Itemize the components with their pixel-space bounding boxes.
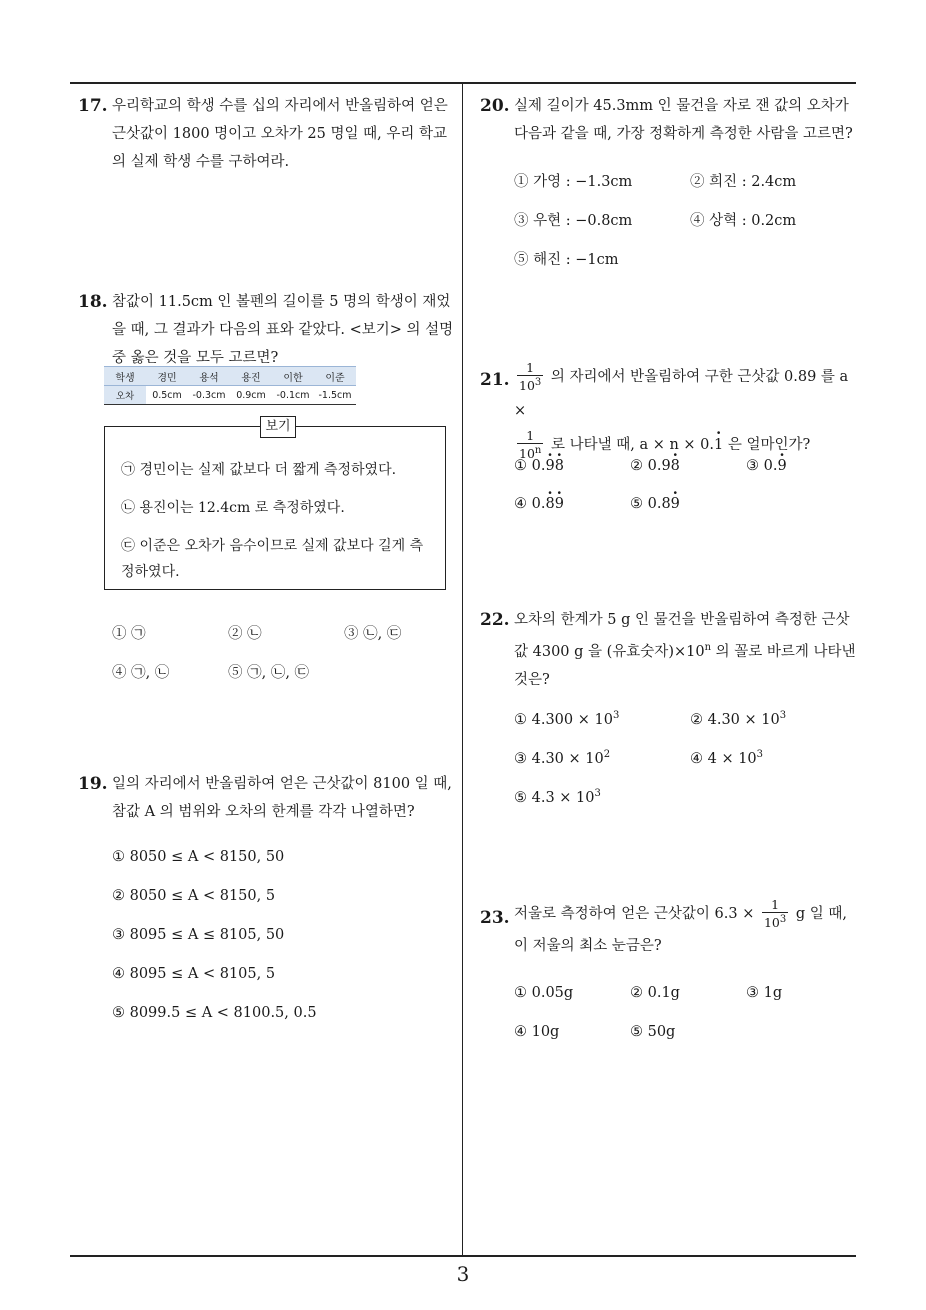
table-cell: 오차 [104,386,146,405]
answer-option[interactable]: ① ㉠ [112,626,146,642]
table-cell: -0.3cm [188,386,230,405]
answer-option[interactable]: ③ 0.· 9 [746,458,787,474]
question-text: 실제 길이가 45.3mm 인 물건을 자로 잰 값의 오차가 다음과 같을 때, 가장 정확하게 측정한 사람을 고르면? [514,98,853,142]
question-number: 17. [78,96,108,116]
table-cell: 0.5cm [146,386,188,405]
question-21 [480,360,860,462]
question-text: 저울로 측정하여 얻은 근삿값이 6.3 × $\frac{1}{10^3}$ g 일 때, 이 저울의 최소 눈금은? [514,897,847,955]
bogi-item: ㉢ 이준은 오차가 음수이므로 실제 값보다 길게 측정하였다. [121,538,424,580]
answer-option[interactable]: ① 가영 : −1.3cm [514,174,633,190]
question-number: 21. [480,370,510,390]
table-cell: -0.1cm [272,386,314,405]
question-number: 22. [480,610,510,630]
question-19 [78,770,456,826]
fraction: $\frac{1}{10^3}$ [519,359,542,394]
answer-option[interactable]: ③ 1g [746,985,783,1001]
question-20 [480,92,860,148]
fraction: $\frac{1}{10^n}$ [519,427,542,462]
table-cell: 용석 [188,367,230,386]
answer-option[interactable]: ③ 8095 ≤ A ≤ 8105, 50 [112,927,285,943]
question-number: 23. [480,908,510,928]
top-rule [70,82,856,84]
question-number: 19. [78,774,108,794]
answer-option[interactable]: ⑤ 50g [630,1024,676,1040]
answer-option[interactable]: ① 0.05g [514,985,574,1001]
table-cell: 이한 [272,367,314,386]
bottom-rule [70,1255,856,1257]
bogi-item: ㉡ 용진이는 12.4cm 로 측정하였다. [121,500,345,516]
question-text: 일의 자리에서 반올림하여 얻은 근삿값이 8100 일 때, 참값 A 의 범위와 오차의 한계를 각각 나열하면? [112,776,452,820]
answer-option[interactable]: ⑤ 해진 : −1cm [514,252,619,268]
answer-option[interactable]: ③ ㉡, ㉢ [344,626,402,642]
table-cell: 학생 [104,367,146,386]
answer-option[interactable]: ① $4.300 \times 10^3$ [514,710,620,728]
question-text: 우리학교의 학생 수를 십의 자리에서 반올림하여 얻은 근삿값이 1800 명이고 오차가 25 명일 때, 우리 학교의 실제 학생 수를 구하여라. [112,98,448,170]
repeating-digit: · 1 [714,428,723,462]
question-text: 오차의 한계가 5 g 인 물건을 반올림하여 측정한 근삿값 4300 g 을 (유효숫자)$\times 10^n$ 의 꼴로 바르게 나타낸 것은? [514,612,856,688]
table-row [104,386,356,405]
page-number: 3 [456,1262,470,1286]
answer-option[interactable]: ③ $4.30 \times 10^2$ [514,749,611,767]
question-22 [480,606,860,694]
answer-option[interactable]: ② ㉡ [228,626,262,642]
table-cell: -1.5cm [314,386,356,405]
answer-option[interactable]: ② 희진 : 2.4cm [690,174,797,190]
bogi-item: ㉠ 경민이는 실제 값보다 더 짧게 측정하였다. [121,462,397,478]
answer-option[interactable]: ④ $4 \times 10^3$ [690,749,764,767]
answer-option[interactable]: ⑤ 0.8· 9 [630,496,680,512]
bogi-title: 보기 [260,416,296,438]
question-23 [480,898,860,962]
bogi-box [104,419,446,590]
answer-option[interactable]: ⑤ ㉠, ㉡, ㉢ [228,665,310,681]
question-18 [78,288,456,372]
answer-option[interactable]: ④ 8095 ≤ A < 8105, 5 [112,966,276,982]
question-17 [78,92,456,176]
answer-option[interactable]: ③ 우현 : −0.8cm [514,213,633,229]
answer-option[interactable]: ⑤ $4.3 \times 10^3$ [514,788,601,806]
question-number: 18. [78,292,108,312]
emphasis-underline: 모두 [195,350,224,366]
fraction: $\frac{1}{10^3}$ [763,897,787,931]
answer-option[interactable]: ④ 상혁 : 0.2cm [690,213,797,229]
table-cell: 경민 [146,367,188,386]
table-cell: 0.9cm [230,386,272,405]
table-cell: 이준 [314,367,356,386]
question-text: 참값이 11.5cm 인 볼펜의 길이를 5 명의 학생이 재었을 때, 그 결과가 다음의 표와 같았다. <보기> 의 설명 중 옳은 것을 모두 고르면? [112,294,454,366]
answer-option[interactable]: ⑤ 8099.5 ≤ A < 8100.5, 0.5 [112,1005,317,1021]
answer-option[interactable]: ② 0.9· 8 [630,458,680,474]
answer-option[interactable]: ② 0.1g [630,985,680,1001]
answer-option[interactable]: ② 8050 ≤ A < 8150, 5 [112,888,276,904]
question-number: 20. [480,96,510,116]
answer-option[interactable]: ① 8050 ≤ A < 8150, 50 [112,849,285,865]
answer-option[interactable]: ② $4.30 \times 10^3$ [690,710,787,728]
answer-option[interactable]: ① 0.· 9· 8 [514,458,564,474]
table-cell: 용진 [230,367,272,386]
error-table [104,366,356,405]
column-divider [462,82,463,1257]
table-header-row [104,367,356,386]
answer-option[interactable]: ④ 0.· 8· 9 [514,496,564,512]
question-text: $\frac{1}{10^3}$ 의 자리에서 반올림하여 구한 근삿값 0.89 를 a × $\frac{1}{10^n}$ 로 나타낼 때, a × n × 0.· 1 은 얼마인가? [514,360,860,462]
answer-option[interactable]: ④ ㉠, ㉡ [112,665,170,681]
answer-option[interactable]: ④ 10g [514,1024,560,1040]
